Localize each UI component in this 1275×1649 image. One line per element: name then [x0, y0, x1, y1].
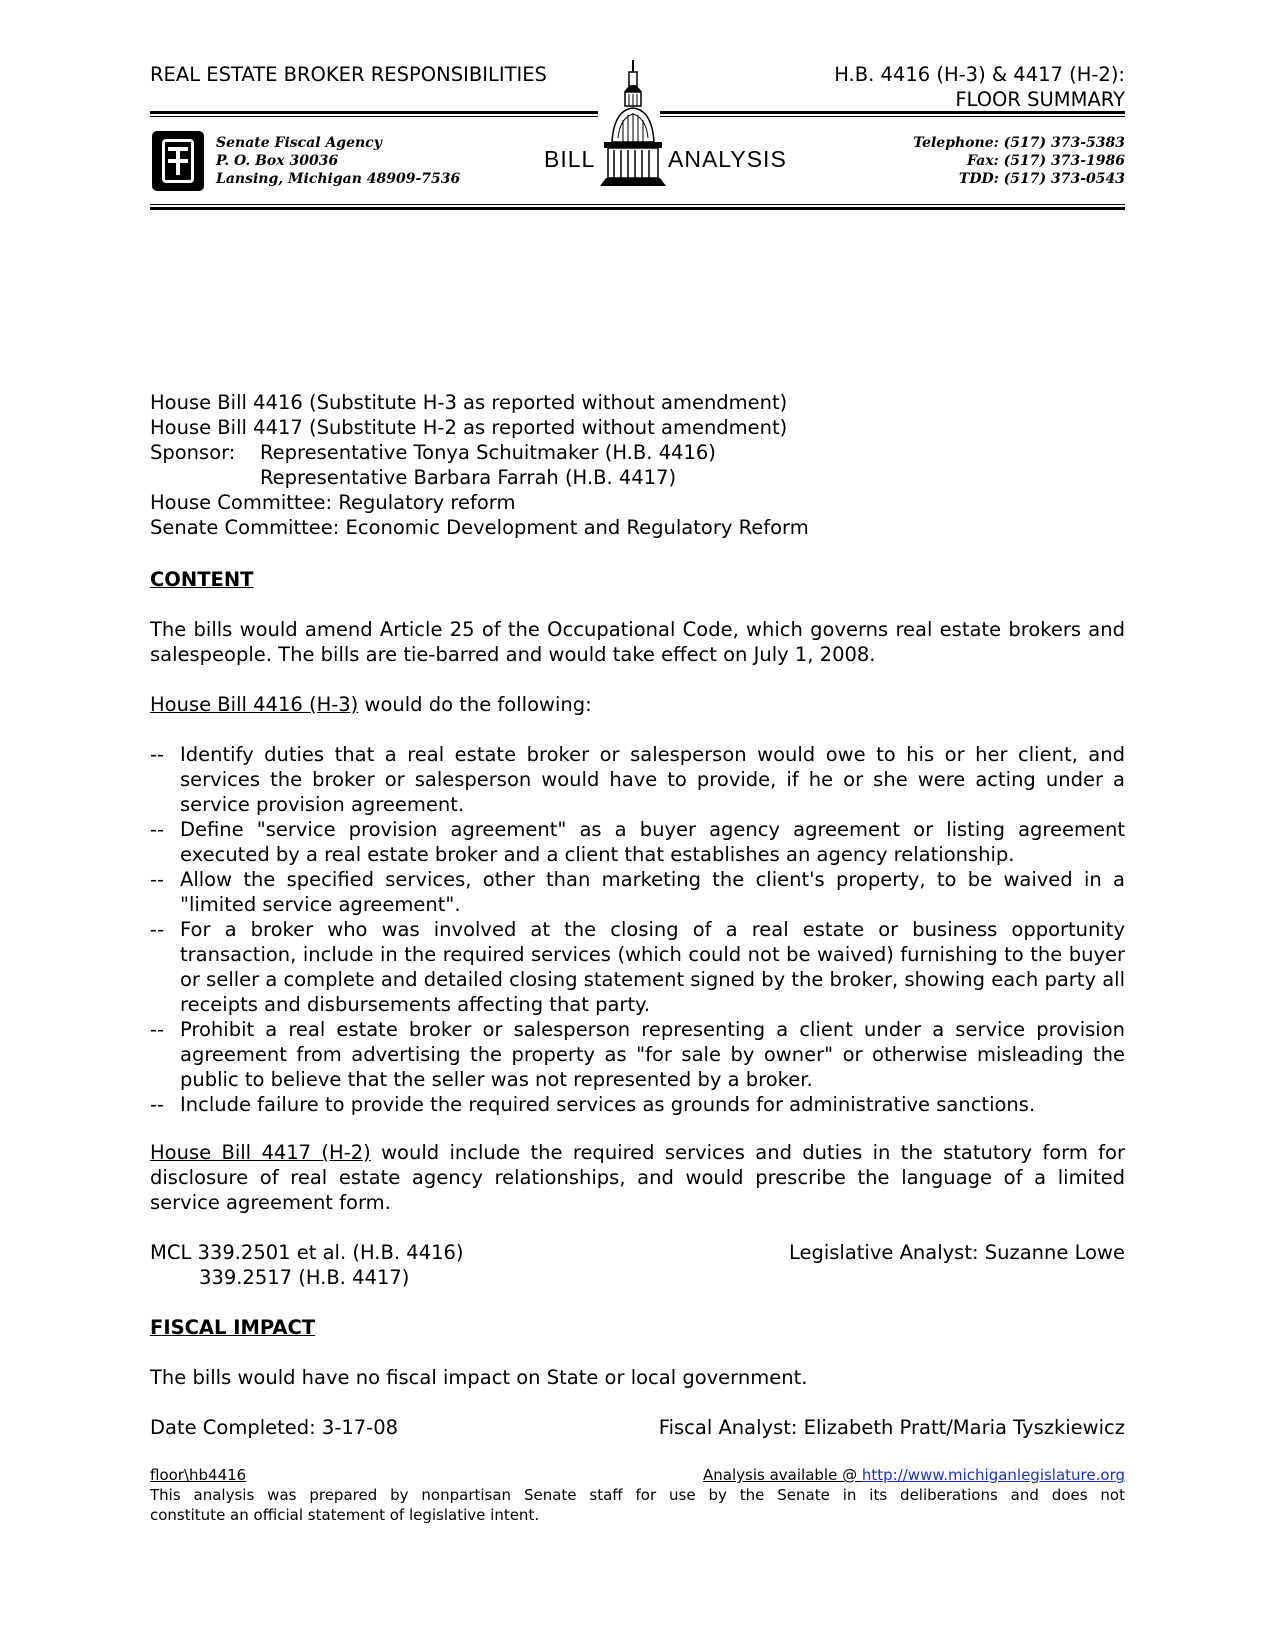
- capitol-dome-icon: [598, 58, 668, 198]
- tdd: TDD: (517) 373-0543: [958, 171, 1125, 187]
- header-right-line2: FLOOR SUMMARY: [955, 88, 1125, 111]
- analysis-available-label: Analysis available @: [703, 1466, 862, 1484]
- header-rule-right-bottom: [660, 116, 1125, 117]
- hb4416-label: House Bill 4416 (H-3): [150, 693, 359, 716]
- agency-address: [216, 134, 460, 188]
- content-heading: CONTENT: [150, 568, 254, 591]
- disclaimer: [150, 1485, 1125, 1525]
- header-rule-left-top: [150, 111, 598, 114]
- header-rule-bottom-thin: [150, 204, 1125, 205]
- hb4416-bullet-list: [150, 742, 1125, 1117]
- senate-fiscal-agency-logo: [152, 131, 204, 191]
- hb4416-rest: would do the following:: [358, 693, 592, 716]
- sponsor-row-2: [150, 465, 809, 490]
- mcl-citation: [150, 1240, 464, 1290]
- agency-po-box: P. O. Box 30036: [216, 153, 339, 169]
- legislature-link[interactable]: http://www.michiganlegislature.org: [861, 1466, 1125, 1484]
- content-intro: The bills would amend Article 25 of the Occupational Code, which governs real estate brokers and salespeople. The bills are tie-barred and would take effect on July 1, 2008.: [150, 618, 1125, 666]
- bill-word: BILL: [544, 146, 596, 172]
- fax: Fax: (517) 373-1986: [967, 153, 1125, 169]
- bullet-item: -- For a broker who was involved at the closing of a real estate or business opportunity transaction, include in the required services (which could not be waived) furnishing to the buyer or seller a complete and detailed closing statement signed by the broker, showing each party all receipts and disbursements affecting that party.: [150, 918, 1125, 1016]
- bullet-item: -- Allow the specified services, other than marketing the client's property, to be waived in a "limited service agreement".: [150, 868, 1125, 916]
- bill-line-4417: House Bill 4417 (Substitute H-2 as reported without amendment): [150, 416, 788, 439]
- disclaimer-line-1: This analysis was prepared by nonpartisan Senate staff for use by the Senate in its deliberations and does not: [150, 1486, 1125, 1504]
- disclaimer-line-2: constitute an official statement of legislative intent.: [150, 1506, 540, 1524]
- bill-info: [150, 390, 809, 540]
- header-rule-left-bottom: [150, 116, 598, 117]
- legislative-analyst: Legislative Analyst: Suzanne Lowe: [788, 1241, 1125, 1264]
- header-left-title: REAL ESTATE BROKER RESPONSIBILITIES: [150, 63, 547, 86]
- bullet-item: -- Prohibit a real estate broker or salesperson representing a client under a service provision agreement from advertising the property as "for sale by owner" or otherwise misleading the public to believe that the seller was not represented by a broker.: [150, 1018, 1125, 1091]
- analysis-word: ANALYSIS: [668, 146, 787, 172]
- hb4416-intro: [150, 692, 592, 717]
- hb4417-label: House Bill 4417 (H-2): [150, 1141, 371, 1164]
- senate-committee: Senate Committee: Economic Development and Regulatory Reform: [150, 516, 809, 539]
- bullet-item: -- Include failure to provide the required services as grounds for administrative sanctions.: [150, 1093, 1036, 1116]
- sponsor-1: Representative Tonya Schuitmaker (H.B. 4416): [260, 441, 716, 464]
- contact-info: [913, 134, 1125, 188]
- date-completed: Date Completed: 3-17-08: [150, 1416, 399, 1439]
- agency-city: Lansing, Michigan 48909-7536: [216, 171, 461, 187]
- fiscal-impact-text: The bills would have no fiscal impact on State or local government.: [150, 1366, 808, 1389]
- header-rule-right-top: [660, 111, 1125, 114]
- bullet-item: -- Identify duties that a real estate broker or salesperson would owe to his or her client, and services the broker or salesperson would have to provide, if he or she were acting under a service provision agreement.: [150, 743, 1125, 816]
- header-right-line1: H.B. 4416 (H-3) & 4417 (H-2):: [834, 63, 1125, 86]
- mcl-line-2: 339.2517 (H.B. 4417): [199, 1266, 410, 1289]
- agency-name: Senate Fiscal Agency: [216, 135, 382, 151]
- fiscal-analyst: Fiscal Analyst: Elizabeth Pratt/Maria Tyszkiewicz: [658, 1416, 1125, 1439]
- sponsor-label: Sponsor:: [150, 441, 236, 464]
- fiscal-impact-heading: FISCAL IMPACT: [150, 1316, 316, 1339]
- sponsor-row: [150, 440, 809, 465]
- header-rule-bottom-thick: [150, 207, 1125, 210]
- header-right-title: [834, 62, 1125, 112]
- bill-line-4416: House Bill 4416 (Substitute H-3 as reported without amendment): [150, 391, 788, 414]
- telephone: Telephone: (517) 373-5383: [913, 135, 1125, 151]
- sponsor-2: Representative Barbara Farrah (H.B. 4417): [260, 466, 677, 489]
- mcl-line-1: MCL 339.2501 et al. (H.B. 4416): [150, 1241, 464, 1264]
- house-committee: House Committee: Regulatory reform: [150, 491, 516, 514]
- hb4417-paragraph: [150, 1140, 1125, 1215]
- bullet-item: -- Define "service provision agreement" as a buyer agency agreement or listing agreement executed by a real estate broker and a client that establishes an agency relationship.: [150, 818, 1125, 866]
- analysis-available: [703, 1465, 1125, 1485]
- hb4417-rest: would include the required services and duties in the statutory form for disclosure of real estate agency relationships, and would prescribe the language of a limited service agreement form.: [150, 1141, 1125, 1214]
- file-reference: floor\hb4416: [150, 1466, 247, 1484]
